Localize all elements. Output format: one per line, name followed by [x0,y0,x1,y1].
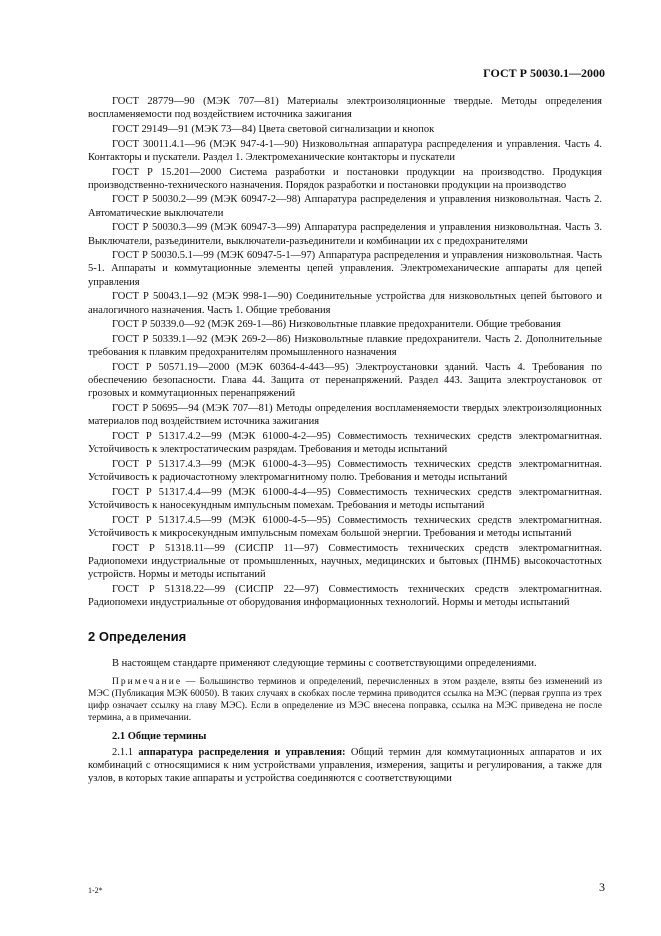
reference-item: ГОСТ Р 50043.1—92 (МЭК 998-1—90) Соединительные устройства для низковольтных цепей бытового и аналогичного назначения. Часть 1. Общие требования [88,291,602,316]
note-paragraph [88,676,602,724]
definition-text: Общий термин для коммутационных аппаратов и их комбинаций с относящимися к ним устройствами управления, измерения, защиты и регулирования, а также для узлов, в которых такие аппараты и устройства соединяются с соответствующими [88,746,603,785]
reference-item: ГОСТ Р 50030.3—99 (МЭК 60947-3—99) Аппаратура распределения и управления низковольтная. Часть 3. Выключатели, разъединители, выключатели-разъединители и комбинации их с предохранителями [88,222,602,247]
reference-item: ГОСТ Р 50695—94 (МЭК 707—81) Методы определения воспламеняемости твердых электроизоляционных материалов под воздействием источника зажигания [88,402,602,428]
page-content [88,95,602,785]
reference-item: ГОСТ Р 15.201—2000 Система разработки и постановки продукции на производство. Продукция производственно-технического назначения. Порядок разработки и постановки продукции на производство [88,166,602,191]
references-list [88,95,602,609]
section-lead: В настоящем стандарте применяют следующие термины с соответствующими определениями. [112,658,537,670]
note-label: Примечание [112,677,183,688]
reference-item: ГОСТ Р 50339.1—92 (МЭК 269-2—86) Низковольтные плавкие предохранители. Часть 2. Дополнительные требования к плавким предохранителям промышленного назначения [88,333,602,359]
subsection-heading: 2.1 Общие термины [112,731,207,743]
term-name: аппаратура распределения и управления: [138,746,346,758]
reference-item: ГОСТ Р 51318.22—99 (СИСПР 22—97) Совместимость технических средств электромагнитная. Радиопомехи индустриальные от оборудования информационных технологий. Нормы и методы испытаний [88,583,602,608]
document-header: ГОСТ Р 50030.1—2000 [483,66,605,80]
reference-item: ГОСТ Р 51317.4.2—99 (МЭК 61000-4-2—95) Совместимость технических средств электромагнитная. Устойчивость к электростатическим разрядам. Требования и методы испытаний [88,430,602,456]
reference-item: ГОСТ Р 50571.19—2000 (МЭК 60364-4-443—95) Электроустановки зданий. Часть 4. Требования по обеспечению безопасности. Глава 44. Защита от перенапряжений. Раздел 443. Защита электроустановок от грозовых и коммутационных перенапряжений [88,361,602,400]
page-number: 3 [599,880,605,894]
reference-item: ГОСТ Р 51318.11—99 (СИСПР 11—97) Совместимость технических средств электромагнитная. Радиопомехи индустриальные от промышленных, научных, медицинских и бытовых (ПНМБ) высокочастотных устройств. Нормы и методы испытаний [88,542,602,580]
note-text: — Большинство терминов и определений, перечисленных в этом разделе, взяты без изменений из МЭС (Публикация МЭК 60050). В таких случаях в скобках после термина приводится ссылка на МЭС (первая группа из трех цифр означает ссылку на главу МЭС). Если в определение из МЭС внесена поправка, ссылка на МЭС приведена не после термина, а в примечании. [88,677,602,724]
reference-item: ГОСТ Р 51317.4.4—99 (МЭК 61000-4-4—95) Совместимость технических средств электромагнитная. Устойчивость к наносекундным импульсным помехам. Требования и методы испытаний [88,486,602,511]
reference-item: ГОСТ Р 50030.2—99 (МЭК 60947-2—98) Аппаратура распределения и управления низковольтная. Часть 2. Автоматические выключатели [88,194,602,219]
section-heading: 2 Определения [88,629,187,645]
reference-item: ГОСТ 30011.4.1—96 (МЭК 947-4-1—90) Низковольтная аппаратура распределения и управления. Часть 4. Контакторы и пускатели. Раздел 1. Электромеханические контакторы и пускатели [88,138,602,163]
reference-item: ГОСТ Р 50030.5.1—99 (МЭК 60947-5-1—97) Аппаратура распределения и управления низковольтная. Часть 5-1. Аппараты и коммутационные элементы цепей управления. Электромеханические аппараты для цепей управления [88,250,602,288]
reference-item: ГОСТ Р 51317.4.3—99 (МЭК 61000-4-3—95) Совместимость технических средств электромагнитная. Устойчивость к радиочастотному электромагнитному полю. Требования и методы испытаний [88,458,602,483]
reference-item: ГОСТ Р 50339.0—92 (МЭК 269-1—86) Низковольтные плавкие предохранители. Общие требования [112,319,561,331]
reference-item: ГОСТ 28779—90 (МЭК 707—81) Материалы электроизоляционные твердые. Методы определения воспламеняемости под воздействием источника зажигания [88,96,602,121]
reference-item: ГОСТ Р 51317.4.5—99 (МЭК 61000-4-5—95) Совместимость технических средств электромагнитная. Устойчивость к микросекундным импульсным помехам большой энергии. Требования и методы испытаний [88,514,602,539]
footer-mark: 1-2* [88,886,103,895]
term-number: 2.1.1 [112,746,133,758]
term-definition [88,746,602,786]
reference-item: ГОСТ 29149—91 (МЭК 73—84) Цвета световой сигнализации и кнопок [112,123,435,135]
